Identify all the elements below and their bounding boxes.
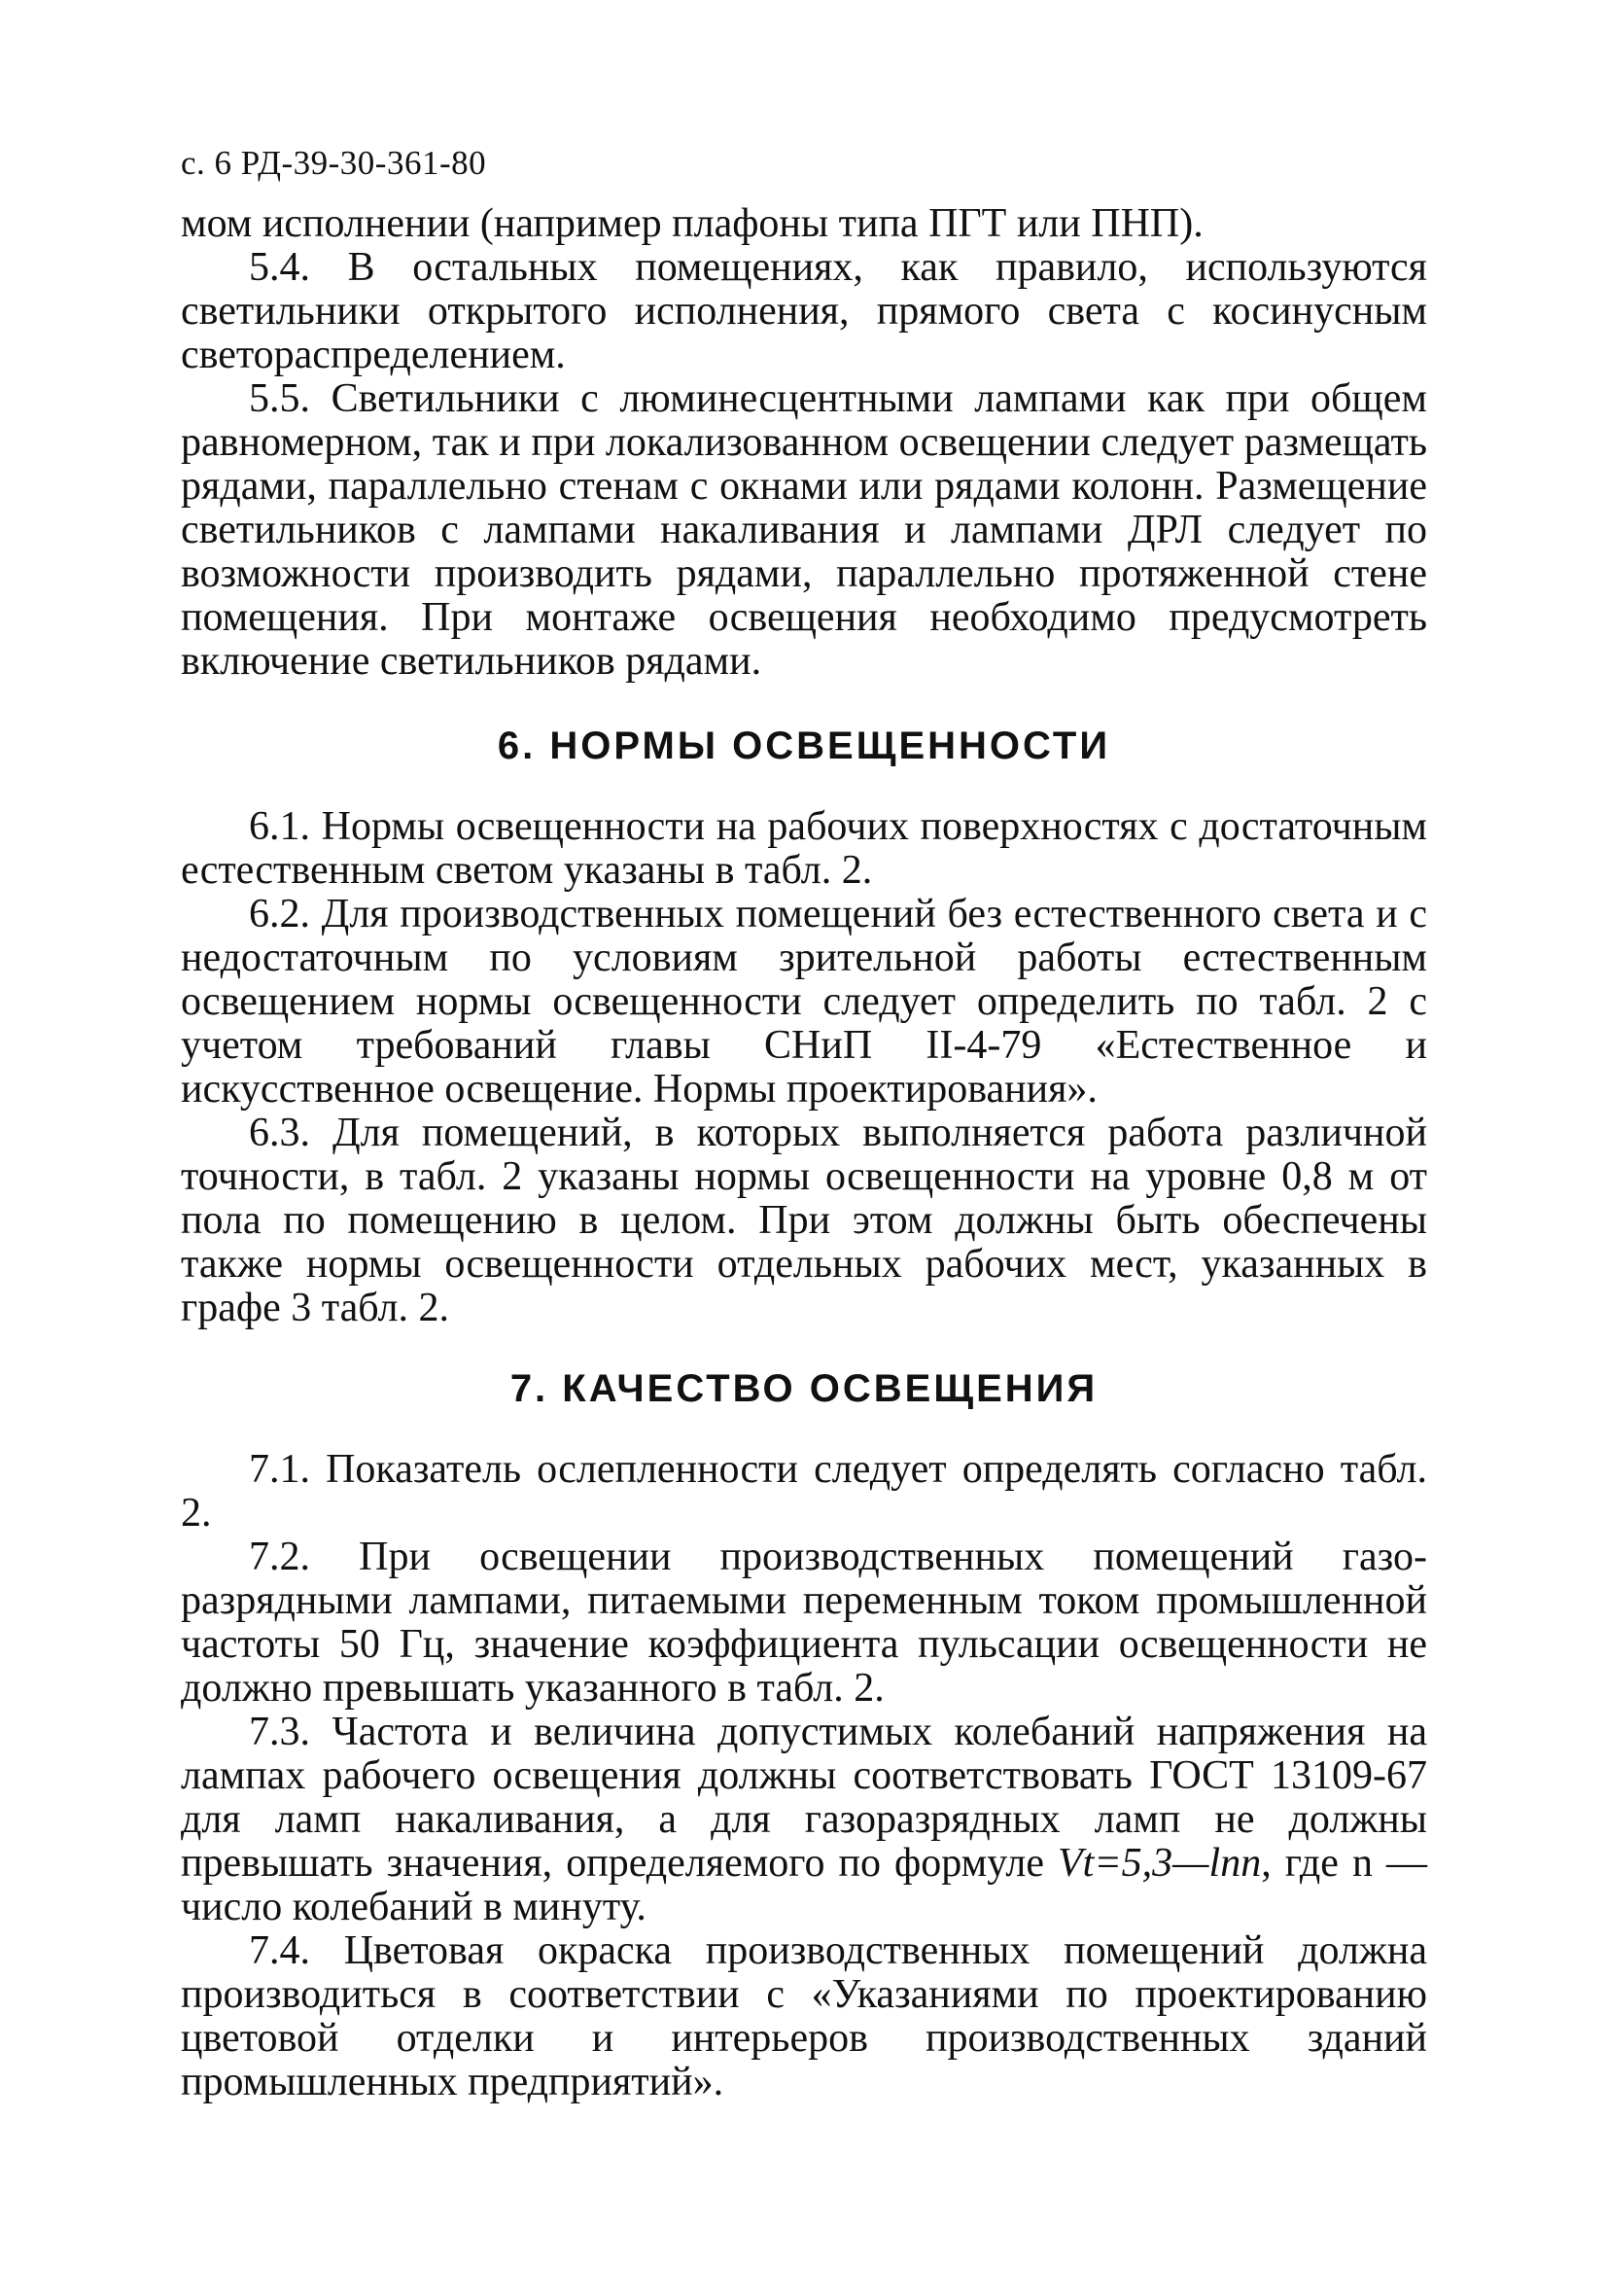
paragraph-7-2: 7.2. При освещении производственных помещений газоразрядными лампами, питаемыми переменным током промышленной частоты 50 Гц, значение коэффициента пульсации освещенности не должно превышать указанного в табл. 2. xyxy=(181,1535,1427,1711)
page-header: с. 6 РД-39-30-361-80 xyxy=(181,144,487,182)
paragraph-6-3: 6.3. Для помещений, в которых выполняется работа различной точности, в табл. 2 указаны нормы освещенности на уровне 0,8 м от пола по помещению в целом. При этом должны быть обеспечены также нормы освещенности отдельных рабочих мест, указанных в графе 3 табл. 2. xyxy=(181,1111,1427,1330)
section-7-heading: 7. КАЧЕСТВО ОСВЕЩЕНИЯ xyxy=(509,1367,1099,1410)
section-6-heading: 6. НОРМЫ ОСВЕЩЕННОСТИ xyxy=(497,724,1111,767)
paragraph-6-1: 6.1. Нормы освещенности на рабочих поверхностях с достаточным естественным светом указаны в табл. 2. xyxy=(181,804,1427,893)
paragraph-7-1: 7.1. Показатель ослепленности следует определять согласно табл. 2. xyxy=(181,1447,1427,1536)
continued-paragraph: мом исполнении (например плафоны типа ПГТ или ПНП). xyxy=(181,201,1204,246)
formula: Vt=5,3—lnn xyxy=(1058,1841,1262,1886)
paragraph-7-3-text: 7.3. Частота и величина допустимых колебаний напряжения на лампах рабочего освещения должны соответствовать ГОСТ 13109-67 для ламп накаливания, а для газоразрядных ламп не должны превышать значения, определяемого по формуле xyxy=(181,1710,1427,1886)
paragraph-5-5: 5.5. Светильники с люминесцентными лампами как при общем равномерном, так и при локализованном освещении следует размещать рядами, параллельно стенам с окнами или рядами колонн. Размещение светильников с лампами накаливания и лампами ДРЛ следует по возможности производить рядами, параллельно протяженной стене помещения. При монтаже освещения необходимо предусмотреть включение светильников рядами. xyxy=(181,376,1427,684)
paragraph-5-4: 5.4. В остальных помещениях, как правило, используются светильники открытого исполнения, прямого света с косинусным светораспределением. xyxy=(181,245,1427,377)
paragraph-6-2: 6.2. Для производственных помещений без естественного света и с недостаточным по условиям зрительной работы естественным освещением нормы освещенности следует определить по табл. 2 с учетом требований главы СНиП II-4-79 «Естественное и искусственное освещение. Нормы проектирования». xyxy=(181,892,1427,1112)
paragraph-7-3-tail: , где n — число колебаний в минуту. xyxy=(181,1841,1427,1929)
document-body xyxy=(181,202,1427,2104)
paragraph-7-3 xyxy=(181,1711,1427,1929)
paragraph-7-4: 7.4. Цветовая окраска производственных помещений должна производиться в соответствии с «Указаниями по проектированию цветовой отделки и интерьеров производственных зданий промышленных предприятий». xyxy=(181,1928,1427,2104)
